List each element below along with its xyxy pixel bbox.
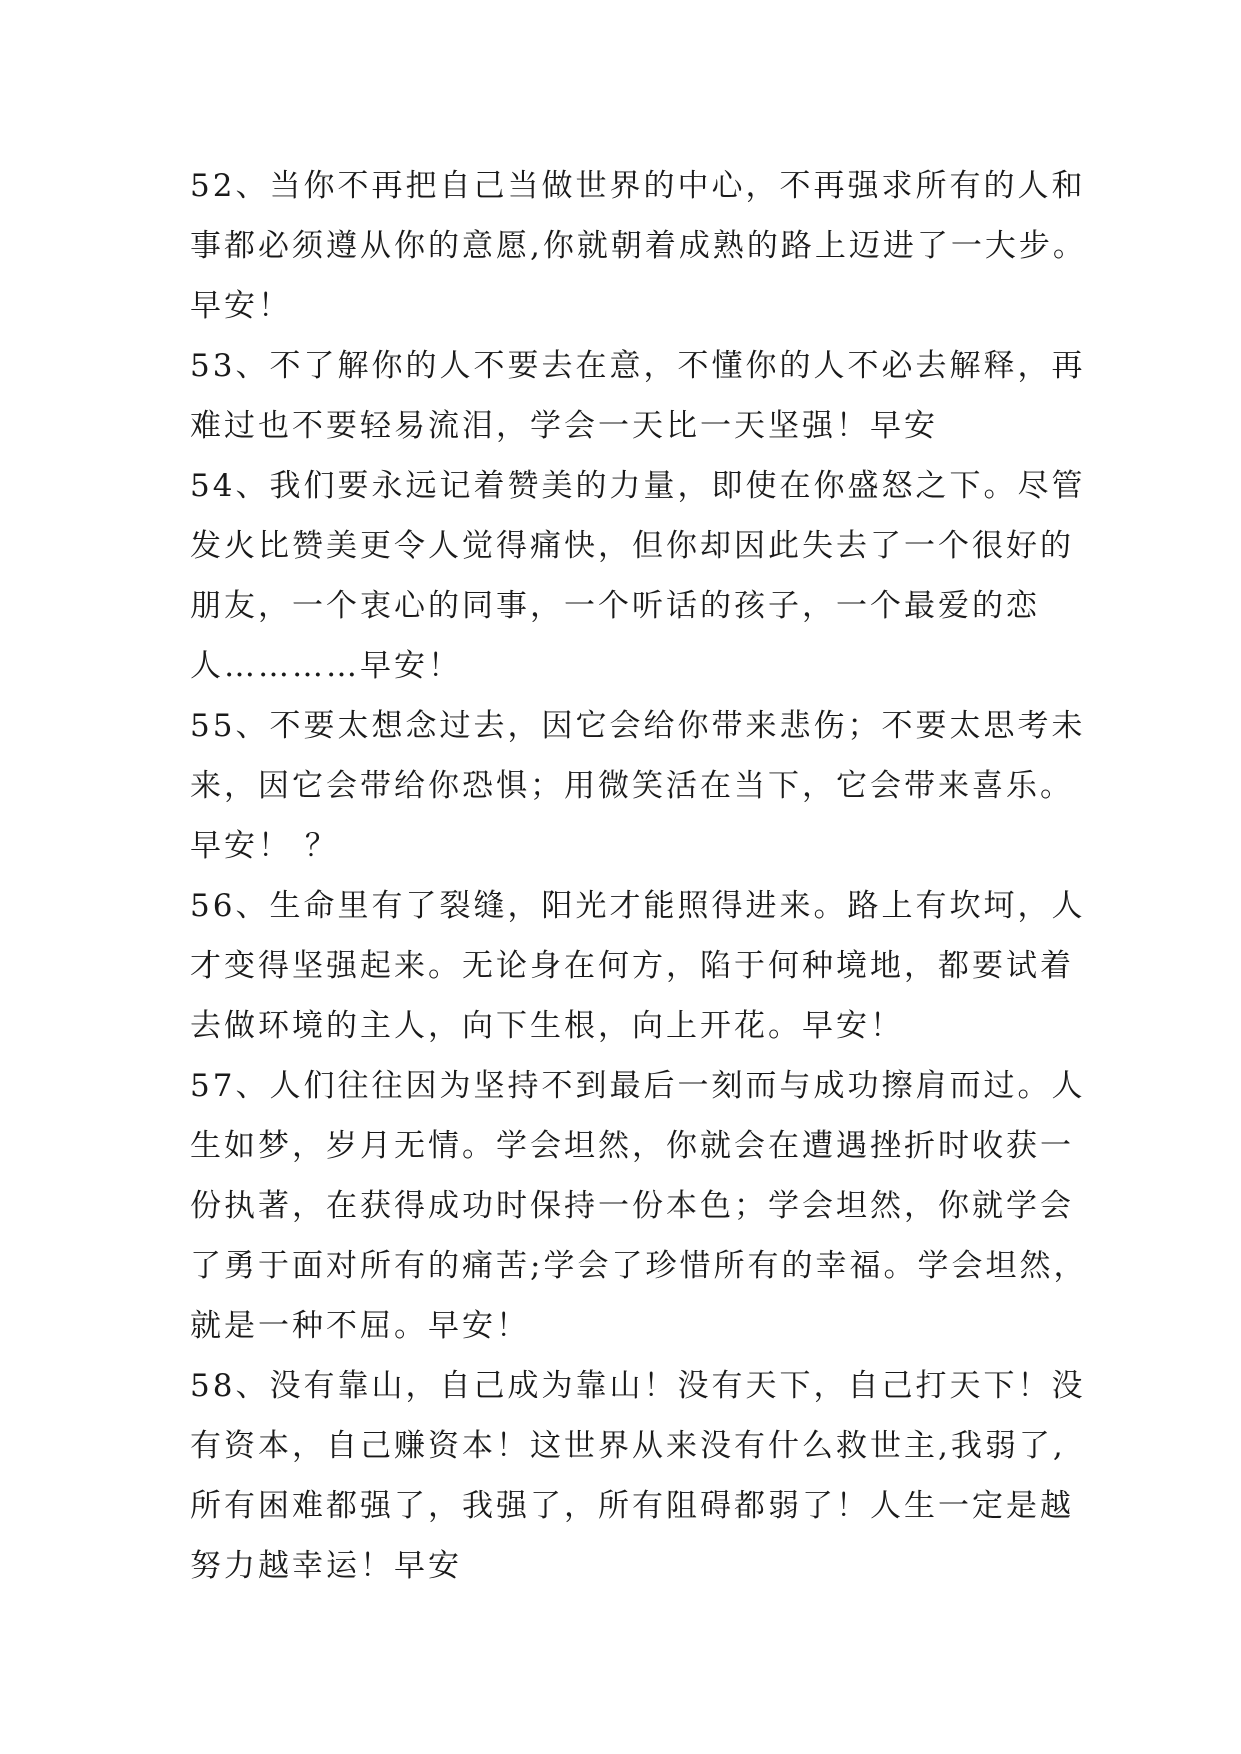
document-body [190,156,1090,1596]
text-line: 难过也不要轻易流泪，学会一天比一天坚强！早安 [190,408,938,444]
entry-55 [190,696,1090,876]
text-line: 早安！ [190,288,292,324]
entry-56 [190,876,1090,1056]
entry-58 [190,1356,1090,1596]
text-line: 52、当你不再把自己当做世界的中心，不再强求所有的人和 [190,168,1086,204]
text-line: 早安！ ？ [190,828,339,864]
text-line: 才变得坚强起来。无论身在何方，陷于何种境地，都要试着 [190,948,1074,984]
text-line: 57、人们往往因为坚持不到最后一刻而与成功擦肩而过。人 [190,1068,1086,1104]
text-line: 努力越幸运！早安 [190,1548,462,1584]
entry-53 [190,336,1090,456]
text-line: 来，因它会带给你恐惧；用微笑活在当下，它会带来喜乐。 [190,768,1074,804]
text-line: 了勇于面对所有的痛苦;学会了珍惜所有的幸福。学会坦然， [190,1248,1088,1284]
text-line: 生如梦，岁月无情。学会坦然，你就会在遭遇挫折时收获一 [190,1128,1074,1164]
text-line: 发火比赞美更令人觉得痛快，但你却因此失去了一个很好的 [190,528,1074,564]
entry-54 [190,456,1090,696]
text-line: 份执著，在获得成功时保持一份本色；学会坦然，你就学会 [190,1188,1074,1224]
text-line: 人…………早安！ [190,648,462,684]
entry-57 [190,1056,1090,1356]
text-line: 就是一种不屈。早安！ [190,1308,530,1344]
text-line: 55、不要太想念过去，因它会给你带来悲伤；不要太思考未 [190,708,1086,744]
text-line: 53、不了解你的人不要去在意，不懂你的人不必去解释，再 [190,348,1086,384]
text-line: 54、我们要永远记着赞美的力量，即使在你盛怒之下。尽管 [190,468,1086,504]
text-line: 58、没有靠山，自己成为靠山！没有天下，自己打天下！没 [190,1368,1086,1404]
text-line: 朋友，一个衷心的同事，一个听话的孩子，一个最爱的恋 [190,588,1040,624]
text-line: 有资本，自己赚资本！这世界从来没有什么救世主,我弱了, [190,1428,1066,1464]
entry-52 [190,156,1090,336]
text-line: 所有困难都强了，我强了，所有阻碍都弱了！人生一定是越 [190,1488,1074,1524]
text-line: 事都必须遵从你的意愿,你就朝着成熟的路上迈进了一大步。 [190,228,1087,264]
text-line: 去做环境的主人，向下生根，向上开花。早安！ [190,1008,904,1044]
text-line: 56、生命里有了裂缝，阳光才能照得进来。路上有坎坷，人 [190,888,1086,924]
